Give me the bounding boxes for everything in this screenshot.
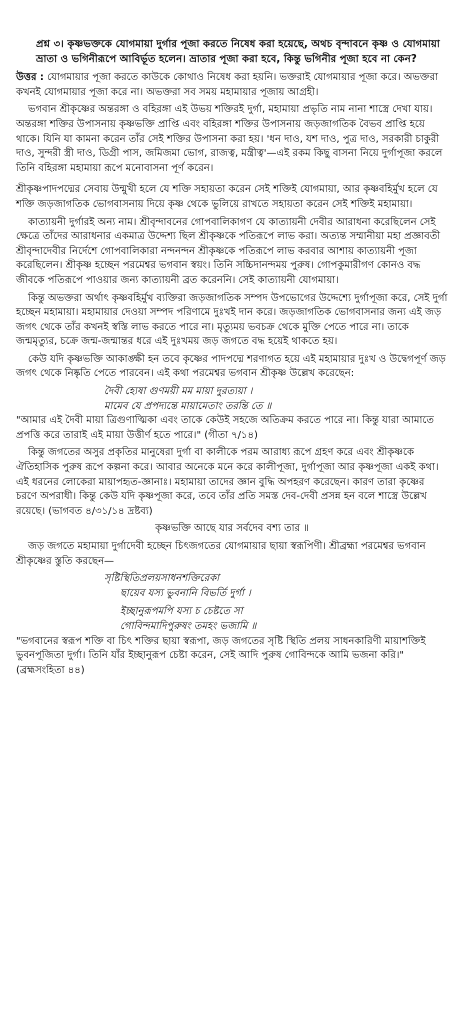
body-paragraph-3: কাত্যায়নী দুর্গারই অন্য নাম। শ্রীবৃন্দাবনের গোপবালিকাগণ যে কাত্যায়নী দেবীর আরাধনা করেছিলেন সেই ক্ষেত্রে তাঁদের আরাধনার একমাত্র উদ্দেশ্য ছিল শ্রীকৃষ্ণকে পতিরূপে লাভ করা। অত্যন্ত সম্মানীয়া মহা প্রজ্ঞাবতী শ্রীবৃন্দাদেবীর নির্দেশে গোপবালিকারা নন্দনন্দন শ্রীকৃষ্ণকে পতিরূপে লাভ করবার আশায় কাত্যায়নী পূজা করেছিলেন। শ্রীকৃষ্ণ হচ্ছেন পরমেশ্বর ভগবান স্বয়ং। তিনি সচ্চিদানন্দময় পুরুষ। গোপকুমারীগণ কোনও বদ্ধ জীবকে পতিরূপে পাওয়ার জন্য কাত্যায়নী ব্রত করেননি। সেই কাত্যায়নী যোগমায়া। (16, 216, 441, 286)
translation-2: "ভগবানের স্বরূপ শক্তি বা চিৎ শক্তির ছায়া স্বরূপা, জড় জগতের সৃষ্টি স্থিতি প্রলয় সাধনকারিণী মায়াশক্তিই ভুবনপূজিতা দুর্গা। তিনি যাঁর ইচ্ছানুরূপ চেষ্টা করেন, সেই আদি পুরুষ গোবিন্দকে আমি ভজনা করি।" (ব্রহ্মসংহিতা ৪৪) (16, 635, 426, 676)
verse-2-line-2: ছায়েব যস্য ভুবনানি বিভর্তি দুর্গা । (120, 587, 251, 599)
verse-1-line-1: দৈবী হ্যেষা গুণময়ী মম মায়া দুরত্যয়া । (104, 386, 253, 398)
answer-label: উত্তর : (16, 72, 44, 84)
verse-2-line-1: সৃষ্টিস্থিতিপ্রলয়সাধনশক্তিরেকা (104, 573, 220, 585)
body-paragraph-2: শ্রীকৃষ্ণপাদপদ্মের সেবায় উন্মুখী হলে যে শক্তি সহায়তা করেন সেই শক্তিই যোগমায়া, আর কৃষ্ণবহির্মুখ হলে যে শক্তি জড়জাগতিক ভোগবাসনায় দিয়ে কৃষ্ণ থেকে ভুলিয়ে রাখতে সহায়তা করেন সেই শক্তিই মহামায়া। (16, 184, 438, 210)
verse-2-line-4: গোবিন্দমাদিপুরুষং তমহং ভজামি ॥ (120, 620, 257, 632)
body-paragraph-5: কেউ যদি কৃষ্ণভক্তি আকাঙ্ক্ষী হন তবে কৃষ্ণের পাদপদ্মে শরণাগত হয়ে এই মহামায়ার দুঃখ ও উদ্বেগপূর্ণ জড় জগৎ থেকে নিষ্কৃতি পেতে পারবেন। এই কথা পরমেশ্বর ভগবান শ্রীকৃষ্ণ উল্লেখ করেছেন: (16, 353, 446, 380)
body-paragraph-6: কিন্তু জগতের অসুর প্রকৃতির মানুষেরা দুর্গা বা কালীকে পরম আরাধ্য রূপে গ্রহণ করে এবং শ্রীকৃষ্ণকে ঐতিহাসিক পুরুষ রূপে কল্পনা করে। আবার অনেকে মনে করে কালীপূজা, দুর্গাপূজা আর কৃষ্ণপূজা একই কথা। এই ধরনের লোকেরা মায়াপহৃত-জ্ঞানাঃ। মহামায়া তাদের জ্ঞান বুদ্ধি অপহরণ করেছেন। কারণ তারা কৃষ্ণের চরণে অপরাধী। কিন্তু কেউ যদি কৃষ্ণপূজা করে, তবে তাঁর প্রতি সমস্ত দেব-দেবী প্রসন্ন হন বলে শাস্ত্রে উল্লেখ রয়েছে। (ভাগবত ৪/৩১/১৪ দ্রষ্টব্য) (16, 447, 439, 517)
body-paragraph-4: কিন্তু অভক্তরা অর্থাৎ কৃষ্ণবহির্মুখ ব্যক্তিরা জড়জাগতিক সম্পদ উপভোগের উদ্দেশ্যে দুর্গাপূজা করে, সেই দুর্গা হচ্ছেন মহামায়া। মহামায়ার দেওয়া সম্পদ পরিণামে দুঃখই দান করে। জড়জাগতিক ভোগবাসনার জন্য এই জড় জগৎ থেকে তাঁর কখনই স্বস্তি লাভ করতে পারে না। মৃত্যুময় ভবচক্র থেকে মুক্তি পেতে পারে না। তাকে জন্মমৃত্যুর, চক্রে জন্ম-জন্মান্তর ধরে এই দুঃখময় জড় জগতে বদ্ধ হয়েই থাকতে হয়। (16, 292, 448, 348)
question-heading: প্রশ্ন ৩। কৃষ্ণভক্তকে যোগমায়া দুর্গার পূজা করতে নিষেধ করা হয়েছে, অথচ বৃন্দাবনে কৃষ্ণ ও যোগমায়া ভ্রাতা ও ভগিনীরূপে আবির্ভূত হলেন। ভ্রাতার পূজা করা হবে, কিন্তু ভগিনীর পূজা হবে না কেন? (36, 39, 440, 65)
body-paragraph-1: ভগবান শ্রীকৃষ্ণের অন্তরঙ্গা ও বহিরঙ্গা এই উভয় শক্তিরই দুর্গা, মহামায়া প্রভৃতি নাম নানা শাস্ত্রে দেখা যায়। অন্তরঙ্গা শক্তির উপাসনায় কৃষ্ণভক্তি প্রাপ্তি এবং বহিরঙ্গা শক্তির উপাসনায় জড়জাগতিক বৈভব প্রাপ্তি হয়ে থাকে। যিনি যা কামনা করেন তাঁর সেই শক্তির উপাসনা করা হয়। 'ধন দাও, যশ দাও, পুত্র দাও, সরকারী চাকুরী দাও, সুন্দরী স্ত্রী দাও, ডিগ্রী পাস, জমিজমা ভোগ, রাজত্ব, মন্ত্রীত্ব'—এই রকম কিছু বাসনা নিয়ে দুর্গাপূজা করলে তিনি বহিরঙ্গা মহামায়া রূপে মনোবাসনা পূর্ণ করেন। (16, 104, 443, 174)
verse-1-line-2: মামেব যে প্রপদ্যন্তে মায়ামেতাং তরন্তি তে ॥ (104, 400, 272, 412)
center-verse: কৃষ্ণভক্তি আছে যার সর্বদেব বশ্য তার ॥ (155, 523, 309, 535)
answer-paragraph (16, 71, 448, 100)
body-paragraph-7: জড় জগতে মহামায়া দুর্গাদেবী হচ্ছেন চিৎজগতের যোগমায়ার ছায়া স্বরূপিণী। শ্রীব্রহ্মা পরমেশ্বর ভগবান শ্রীকৃষ্ণের স্তুতি করছেন— (16, 541, 426, 567)
verse-2-line-3: ইচ্ছানুরূপমপি যস্য চ চেষ্টতে সা (120, 606, 243, 618)
answer-text: যোগমায়ার পূজা করতে কাউকে কোথাও নিষেধ করা হয়নি। ভক্তরাই যোগমায়ার পূজা করে। অভক্তরা কখনই যোগমায়ার পূজা করে না। অভক্তরা সব সময় মহামায়ার পূজায় আগ্রহী। (16, 72, 438, 98)
translation-1: "আমার এই দৈবী মায়া ত্রিগুণাত্মিকা এবং তাকে কেউই সহজে অতিক্রম করতে পারে না। কিন্তু যারা আমাতে প্রপত্তি করে তারাই এই মায়া উত্তীর্ণ হতে পারে।" (গীতা ৭/১৪) (16, 415, 434, 441)
